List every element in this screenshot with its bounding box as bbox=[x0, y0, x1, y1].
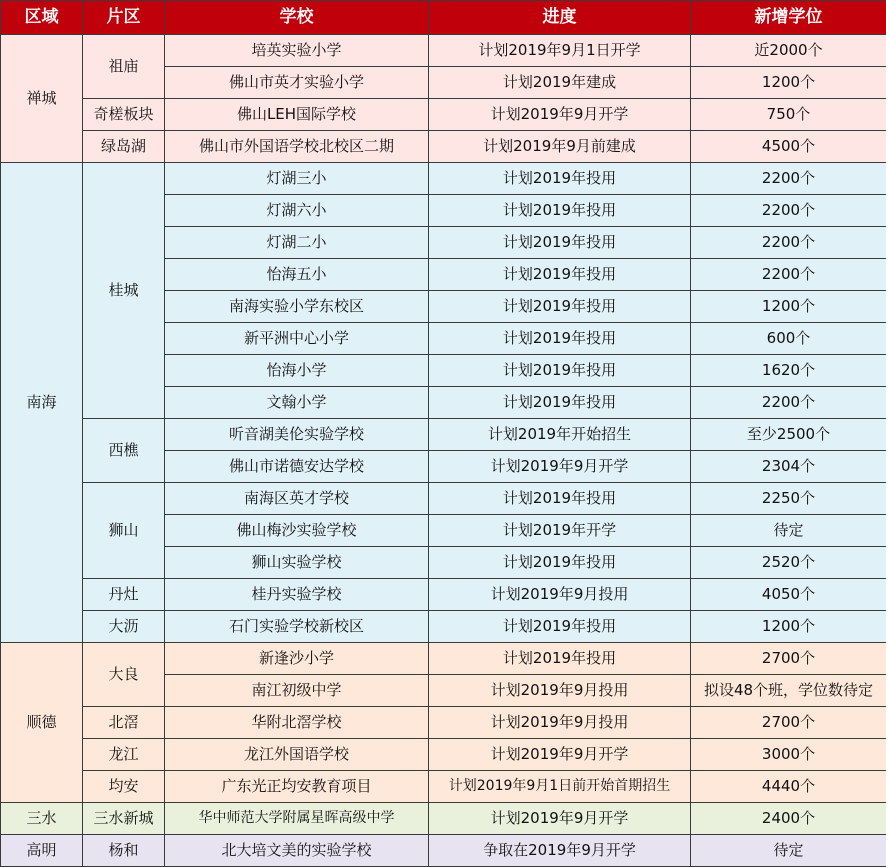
progress-cell: 计划2019年9月投用 bbox=[429, 579, 691, 611]
school-cell: 怡海小学 bbox=[165, 355, 429, 387]
seats-cell: 2200个 bbox=[691, 163, 886, 195]
school-cell: 灯湖三小 bbox=[165, 163, 429, 195]
school-cell: 龙江外国语学校 bbox=[165, 739, 429, 771]
seats-cell: 1200个 bbox=[691, 611, 886, 643]
table-row bbox=[1, 419, 886, 451]
progress-cell: 计划2019年投用 bbox=[429, 355, 691, 387]
school-cell: 南海实验小学东校区 bbox=[165, 291, 429, 323]
zone-cell: 均安 bbox=[83, 771, 165, 803]
zone-cell: 西樵 bbox=[83, 419, 165, 483]
seats-cell: 750个 bbox=[691, 99, 886, 131]
region-cell: 三水 bbox=[1, 803, 83, 835]
school-cell: 灯湖二小 bbox=[165, 227, 429, 259]
zone-cell: 丹灶 bbox=[83, 579, 165, 611]
progress-cell: 争取在2019年9月开学 bbox=[429, 835, 691, 867]
seats-cell: 2520个 bbox=[691, 547, 886, 579]
school-cell: 新平洲中心小学 bbox=[165, 323, 429, 355]
region-cell: 顺德 bbox=[1, 643, 83, 803]
seats-cell: 拟设48个班，学位数待定 bbox=[691, 675, 886, 707]
seats-cell: 2200个 bbox=[691, 227, 886, 259]
progress-cell: 计划2019年投用 bbox=[429, 227, 691, 259]
progress-cell: 计划2019年投用 bbox=[429, 323, 691, 355]
school-cell: 佛山市外国语学校北校区二期 bbox=[165, 131, 429, 163]
seats-cell: 4440个 bbox=[691, 771, 886, 803]
progress-cell: 计划2019年9月开学 bbox=[429, 451, 691, 483]
school-cell: 南江初级中学 bbox=[165, 675, 429, 707]
table-row bbox=[1, 483, 886, 515]
school-cell: 听音湖美伦实验学校 bbox=[165, 419, 429, 451]
school-cell: 华附北滘学校 bbox=[165, 707, 429, 739]
table-row bbox=[1, 99, 886, 131]
school-cell: 南海区英才学校 bbox=[165, 483, 429, 515]
school-cell: 佛山LEH国际学校 bbox=[165, 99, 429, 131]
progress-cell: 计划2019年9月前建成 bbox=[429, 131, 691, 163]
school-cell: 石门实验学校新校区 bbox=[165, 611, 429, 643]
school-cell: 广东光正均安教育项目 bbox=[165, 771, 429, 803]
header-school: 学校 bbox=[165, 1, 429, 35]
table-row bbox=[1, 739, 886, 771]
school-cell: 北大培文美的实验学校 bbox=[165, 835, 429, 867]
school-cell: 华中师范大学附属星晖高级中学 bbox=[165, 803, 429, 835]
region-cell: 禅城 bbox=[1, 35, 83, 163]
progress-cell: 计划2019年投用 bbox=[429, 547, 691, 579]
progress-cell: 计划2019年开始招生 bbox=[429, 419, 691, 451]
zone-cell: 杨和 bbox=[83, 835, 165, 867]
region-cell: 高明 bbox=[1, 835, 83, 867]
school-cell: 培英实验小学 bbox=[165, 35, 429, 67]
progress-cell: 计划2019年开学 bbox=[429, 515, 691, 547]
school-cell: 桂丹实验学校 bbox=[165, 579, 429, 611]
seats-cell: 2250个 bbox=[691, 483, 886, 515]
table-row bbox=[1, 35, 886, 67]
table-row bbox=[1, 835, 886, 867]
progress-cell: 计划2019年投用 bbox=[429, 611, 691, 643]
progress-cell: 计划2019年9月投用 bbox=[429, 707, 691, 739]
header-progress: 进度 bbox=[429, 1, 691, 35]
seats-cell: 1200个 bbox=[691, 67, 886, 99]
seats-cell: 3000个 bbox=[691, 739, 886, 771]
school-cell: 佛山市诺德安达学校 bbox=[165, 451, 429, 483]
table-body bbox=[1, 35, 886, 867]
seats-cell: 2200个 bbox=[691, 195, 886, 227]
table-row bbox=[1, 771, 886, 803]
seats-cell: 2700个 bbox=[691, 643, 886, 675]
seats-cell: 待定 bbox=[691, 835, 886, 867]
header-seats: 新增学位 bbox=[691, 1, 886, 35]
progress-cell: 计划2019年投用 bbox=[429, 163, 691, 195]
header-row bbox=[1, 1, 886, 35]
progress-cell: 计划2019年投用 bbox=[429, 291, 691, 323]
seats-cell: 4050个 bbox=[691, 579, 886, 611]
progress-cell: 计划2019年投用 bbox=[429, 387, 691, 419]
school-cell: 佛山市英才实验小学 bbox=[165, 67, 429, 99]
progress-cell: 计划2019年9月1日前开始首期招生 bbox=[429, 771, 691, 803]
seats-cell: 2200个 bbox=[691, 259, 886, 291]
seats-cell: 1620个 bbox=[691, 355, 886, 387]
school-cell: 佛山梅沙实验学校 bbox=[165, 515, 429, 547]
school-cell: 新逢沙小学 bbox=[165, 643, 429, 675]
seats-cell: 2700个 bbox=[691, 707, 886, 739]
table-row bbox=[1, 579, 886, 611]
table-row bbox=[1, 611, 886, 643]
seats-cell: 待定 bbox=[691, 515, 886, 547]
progress-cell: 计划2019年9月投用 bbox=[429, 675, 691, 707]
progress-cell: 计划2019年9月1日开学 bbox=[429, 35, 691, 67]
seats-cell: 1200个 bbox=[691, 291, 886, 323]
seats-cell: 2304个 bbox=[691, 451, 886, 483]
zone-cell: 奇槎板块 bbox=[83, 99, 165, 131]
zone-cell: 大良 bbox=[83, 643, 165, 707]
seats-cell: 600个 bbox=[691, 323, 886, 355]
zone-cell: 三水新城 bbox=[83, 803, 165, 835]
table-row bbox=[1, 163, 886, 195]
school-cell: 狮山实验学校 bbox=[165, 547, 429, 579]
school-cell: 文翰小学 bbox=[165, 387, 429, 419]
seats-cell: 2400个 bbox=[691, 803, 886, 835]
seats-cell: 2200个 bbox=[691, 387, 886, 419]
table-row bbox=[1, 803, 886, 835]
progress-cell: 计划2019年9月开学 bbox=[429, 99, 691, 131]
progress-cell: 计划2019年9月开学 bbox=[429, 803, 691, 835]
school-cell: 怡海五小 bbox=[165, 259, 429, 291]
header-region: 区域 bbox=[1, 1, 83, 35]
region-cell: 南海 bbox=[1, 163, 83, 643]
zone-cell: 北滘 bbox=[83, 707, 165, 739]
school-cell: 灯湖六小 bbox=[165, 195, 429, 227]
zone-cell: 狮山 bbox=[83, 483, 165, 579]
progress-cell: 计划2019年投用 bbox=[429, 483, 691, 515]
progress-cell: 计划2019年9月开学 bbox=[429, 739, 691, 771]
progress-cell: 计划2019年建成 bbox=[429, 67, 691, 99]
zone-cell: 大沥 bbox=[83, 611, 165, 643]
progress-cell: 计划2019年投用 bbox=[429, 259, 691, 291]
seats-cell: 至少2500个 bbox=[691, 419, 886, 451]
seats-cell: 4500个 bbox=[691, 131, 886, 163]
zone-cell: 龙江 bbox=[83, 739, 165, 771]
seats-cell: 近2000个 bbox=[691, 35, 886, 67]
zone-cell: 绿岛湖 bbox=[83, 131, 165, 163]
table-row bbox=[1, 707, 886, 739]
zone-cell: 祖庙 bbox=[83, 35, 165, 99]
zone-cell: 桂城 bbox=[83, 163, 165, 419]
progress-cell: 计划2019年投用 bbox=[429, 195, 691, 227]
table-row bbox=[1, 643, 886, 675]
table-row bbox=[1, 131, 886, 163]
header-zone: 片区 bbox=[83, 1, 165, 35]
progress-cell: 计划2019年投用 bbox=[429, 643, 691, 675]
